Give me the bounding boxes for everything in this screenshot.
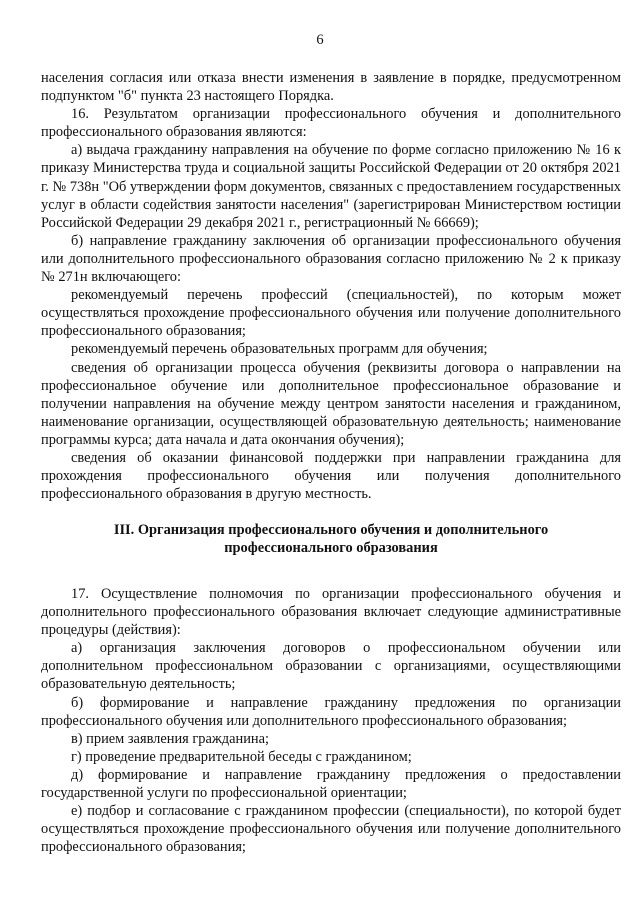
paragraph: а) организация заключения договоров о профессиональном обучении или дополнительном профессиональном образовании с организациями, осуществляющими образовательную деятельность;	[41, 640, 621, 693]
paragraph: населения согласия или отказа внести изменения в заявление в порядке, предусмотренном подпунктом "б" пункта 23 настоящего Порядка.	[41, 70, 621, 105]
paragraph: г) проведение предварительной беседы с гражданином;	[71, 748, 412, 765]
page-number: 6	[316, 32, 324, 48]
text-block-bottom	[41, 585, 621, 856]
section-heading-line: профессионального образования	[224, 540, 438, 557]
paragraph: сведения об оказании финансовой поддержки при направлении гражданина для прохождения профессионального обучения или получения дополнительного профессионального образования в другую местность.	[41, 449, 621, 503]
paragraph: рекомендуемый перечень профессий (специальностей), по которым может осуществляться прохождение профессионального обучения или получение дополнительного профессионального образования;	[41, 287, 621, 340]
text-block-top	[41, 69, 621, 503]
paragraph: а) выдача гражданину направления на обучение по форме согласно приложению № 16 к приказу Министерства труда и социальной защиты Российской Федерации от 20 октября 2021 г. № 738н "Об утверждении форм документов, связанных с предоставлением государственных услуг в области содействия занятости населения" (зарегистрирован Министерством юстиции Российской Федерации 29 декабря 2021 г., регистрационный № 66669);	[41, 142, 621, 231]
paragraph: б) направление гражданину заключения об организации профессионального обучения или дополнительного профессионального образования согласно приложению № 2 к приказу № 271н включающего:	[41, 232, 621, 286]
paragraph: 16. Результатом организации профессионального обучения и дополнительного профессионального образования являются:	[41, 106, 621, 141]
paragraph: 17. Осуществление полномочия по организации профессионального обучения и дополнительного профессионального образования включает следующие административные процедуры (действия):	[41, 586, 621, 639]
paragraph: д) формирование и направление гражданину предложения о предоставлении государственной услуги по профессиональной ориентации;	[41, 766, 621, 802]
paragraph: в) прием заявления гражданина;	[71, 730, 269, 747]
section-heading-line: III. Организация профессионального обучения и дополнительного	[113, 522, 549, 538]
paragraph: е) подбор и согласование с гражданином профессии (специальности), по которой будет осуществляться прохождение профессионального обучения или получение дополнительного профессионального образования;	[41, 803, 621, 856]
paragraph: сведения об организации процесса обучения (реквизиты договора о направлении на профессиональное обучение или дополнительное профессиональное образование и получении направления на обучение между центром занятости населения и гражданином, наименование организации, осуществляющей образовательную деятельность; наименование программы курса; дата начала и дата окончания обучения);	[41, 359, 621, 448]
paragraph: б) формирование и направление гражданину предложения по организации профессионального обучения или дополнительного профессионального образования;	[41, 694, 621, 729]
section-heading	[41, 521, 621, 557]
paragraph: рекомендуемый перечень образовательных программ для обучения;	[71, 341, 488, 358]
